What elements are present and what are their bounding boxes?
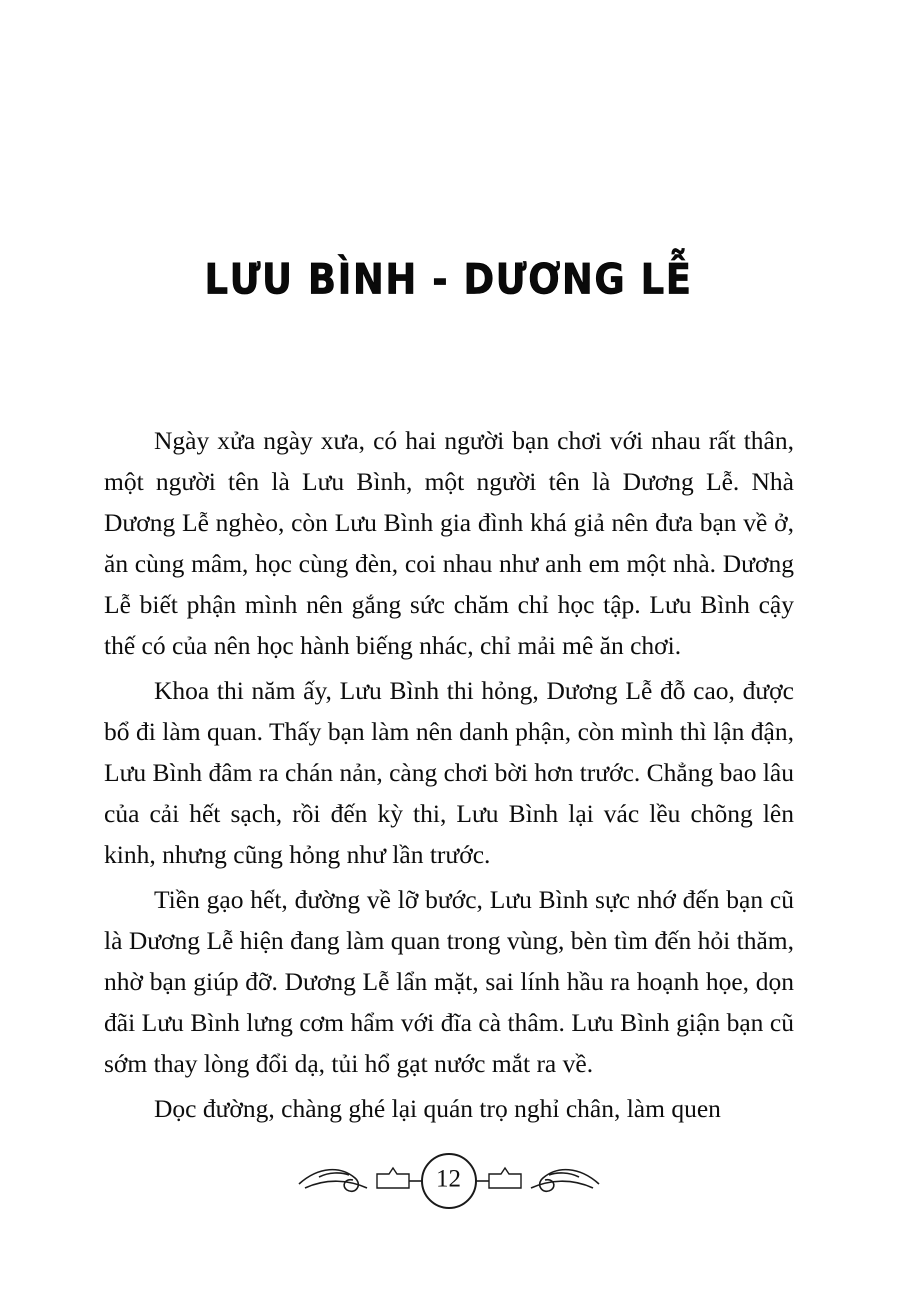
paragraph: Khoa thi năm ấy, Lưu Bình thi hỏng, Dương Lễ đỗ cao, được bổ đi làm quan. Thấy bạn làm nên danh phận, còn mình thì lận đận, Lưu Bình đâm ra chán nản, càng chơi bời hơn trước. Chẳng bao lâu của cải hết sạch, rồi đến kỳ thi, Lưu Bình lại vác lều chõng lên kinh, nhưng cũng hỏng như lần trước.	[104, 676, 794, 869]
paragraph: Tiền gạo hết, đường về lỡ bước, Lưu Bình sực nhớ đến bạn cũ là Dương Lễ hiện đang làm quan trong vùng, bèn tìm đến hỏi thăm, nhờ bạn giúp đỡ. Dương Lễ lẩn mặt, sai lính hầu ra hoạnh họe, dọn đãi Lưu Bình lưng cơm hẩm với đĩa cà thâm. Lưu Bình giận bạn cũ sớm thay lòng đổi dạ, tủi hổ gạt nước mắt ra về.	[104, 885, 794, 1078]
page-number: 12	[436, 1165, 461, 1193]
page-footer	[0, 1144, 897, 1214]
paragraph: Ngày xửa ngày xưa, có hai người bạn chơi với nhau rất thân, một người tên là Lưu Bình, một người tên là Dương Lễ. Nhà Dương Lễ nghèo, còn Lưu Bình gia đình khá giả nên đưa bạn về ở, ăn cùng mâm, học cùng đèn, coi nhau như anh em một nhà. Dương Lễ biết phận mình nên gắng sức chăm chỉ học tập. Lưu Bình cậy thế có của nên học hành biếng nhác, chỉ mải mê ăn chơi.	[104, 426, 794, 660]
page-title: LƯU BÌNH - DƯƠNG LỄ	[204, 255, 693, 304]
paragraph: Dọc đường, chàng ghé lại quán trọ nghỉ chân, làm quen	[154, 1094, 721, 1123]
body-text	[104, 420, 794, 1129]
